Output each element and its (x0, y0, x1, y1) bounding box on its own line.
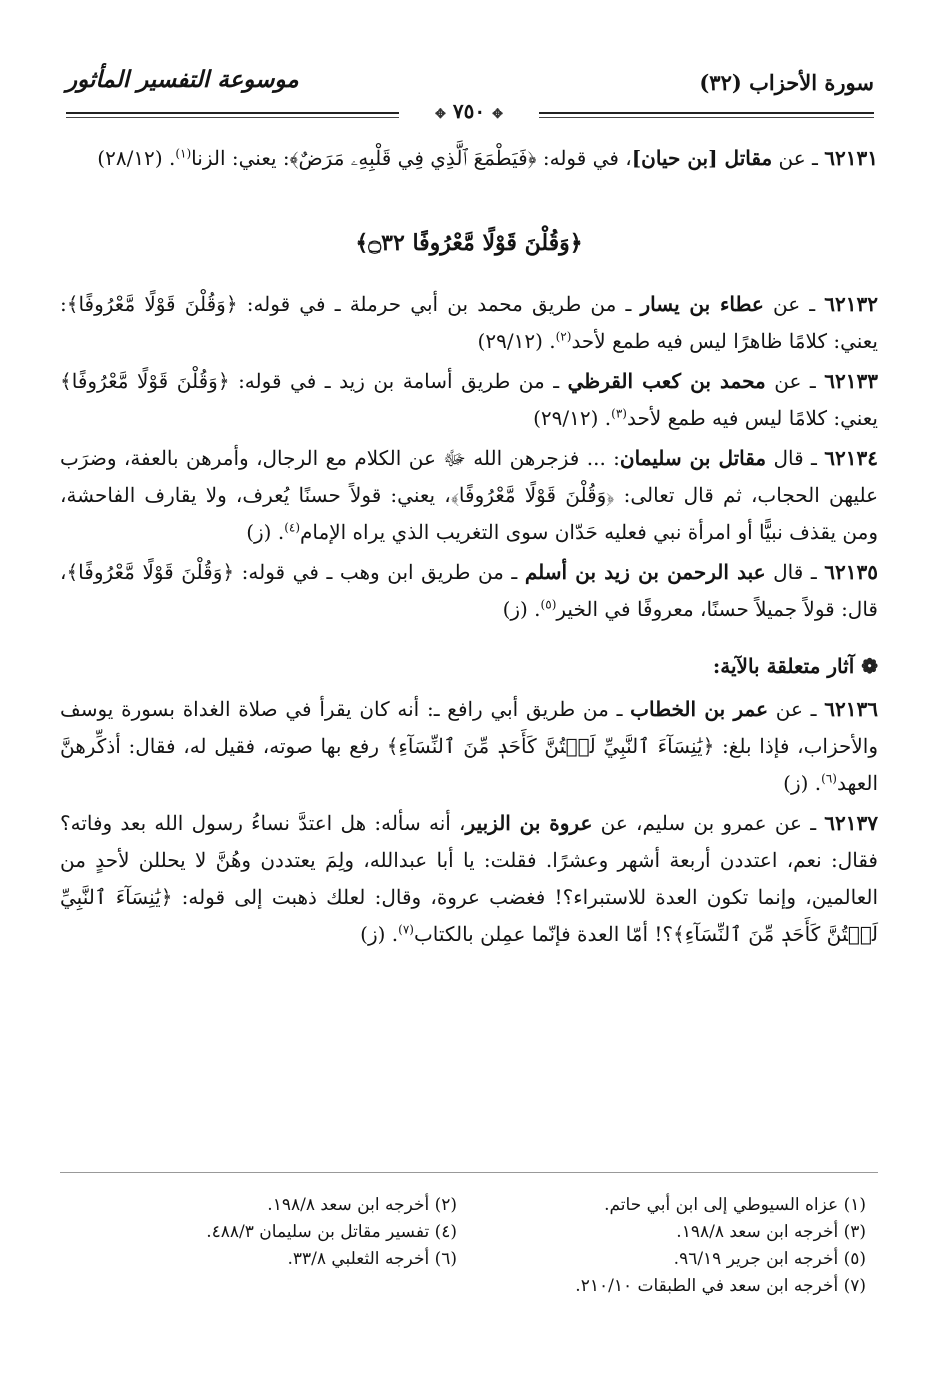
narrator-name: عروة بن الزبير (465, 811, 593, 835)
section-title: آثار متعلقة بالآية: (712, 654, 862, 678)
entry-number: ٦٢١٣٦ (824, 697, 878, 721)
entry-prefix: ـ عن (765, 369, 825, 393)
entry-text: ـ من طريق أبي رافع ـ: أنه كان يقرأ في صلاة الغداة بسورة يوسف والأحزاب، فإذا بلغ: ﴿يَٰنِسَآءَ ٱلنَّبِيِّ لَسۡتُنَّ كَأَحَدٖ مِّنَ ٱلنِّسَآءِ﴾ رفع بها صوته، فقيل له، فقال: أذكِّرهنَّ العهد (60, 697, 878, 795)
entry-text: ، في قوله: ﴿فَيَطْمَعَ ٱلَّذِي فِي قَلْبِهِۦ مَرَضٌ﴾: يعني: الزنا (191, 146, 632, 170)
flower-icon: ❁ (861, 654, 878, 678)
narrator-name: عمر بن الخطاب (630, 697, 769, 721)
entry-text: ـ من طريق أسامة بن زيد ـ في قوله: ﴿وَقُلْنَ قَوْلًا مَّعْرُوفًا﴾ يعني: كلامًا ليس فيه طمع لأحد (60, 369, 878, 430)
footnote-ref[interactable]: (٤) (284, 520, 301, 535)
entry-prefix: ـ عن عمرو بن سليم، عن (592, 811, 825, 835)
entry-text: ـ من طريق محمد بن أبي حرملة ـ في قوله: ﴿وَقُلْنَ قَوْلًا مَّعْرُوفًا﴾: يعني: كلامًا ظاهرًا ليس فيه طمع لأحد (60, 292, 878, 353)
ayah-heading: ﴿وَقُلْنَ قَوْلًا مَّعْرُوفًا ۝٣٢﴾ (355, 230, 583, 256)
footnote: (٢) أخرجه ابن سعد ١٩٨/٨. (267, 1195, 457, 1215)
footnote-ref[interactable]: (٥) (540, 597, 557, 612)
athar-entry (60, 805, 878, 953)
footnote-ref[interactable]: (٧) (398, 922, 414, 937)
entry-number: ٦٢١٣٥ (824, 560, 878, 584)
entry-ref: . (٢٩/١٢) (533, 406, 612, 430)
page-header (66, 64, 874, 104)
page-number (399, 99, 539, 129)
athar-entry (60, 363, 878, 437)
footnotes-divider (60, 1172, 878, 1173)
surah-header: سورة الأحزاب (٣٢) (699, 70, 874, 95)
athar-entry (60, 554, 878, 628)
athar-entry (60, 140, 878, 177)
athar-entry (60, 286, 878, 360)
entry-number: ٦٢١٣٢ (824, 292, 879, 316)
footnote: (١) عزاه السيوطي إلى ابن أبي حاتم. (604, 1195, 866, 1215)
footnote: (٦) أخرجه الثعلبي ٣٣/٨. (287, 1249, 457, 1269)
athar-entry (60, 440, 878, 551)
footnote: (٥) أخرجه ابن جرير ٩٦/١٩. (673, 1249, 866, 1269)
entry-prefix: ـ عن (763, 292, 825, 316)
footnote-ref[interactable]: (٢) (555, 329, 572, 344)
entry-text: : ... فزجرهن الله ﷻ عن الكلام مع الرجال، وأمرهن بالعفة، وضرَب عليهن الحجاب، ثم قال تعالى: ﴿وَقُلْنَ قَوْلًا مَّعْرُوفًا﴾، يعني: قولاً حسنًا يُعرف، ولا يقارف الفاحشة، ومن يقذف نبيًّا أو امرأة نبي فعليه حَدّان سوى التغريب الذي يراه الإمام (60, 446, 878, 544)
section-heading (60, 648, 878, 685)
entry-number: ٦٢١٣٧ (824, 811, 879, 835)
footnote: (٤) تفسير مقاتل بن سليمان ٤٨٨/٣. (206, 1222, 457, 1242)
entry-ref: . (٢٩/١٢) (477, 329, 556, 353)
narrator-name: عبد الرحمن بن زيد بن أسلم (524, 560, 766, 584)
entry-prefix: ـ قال (765, 560, 825, 584)
narrator-name: مقاتل بن سليمان (619, 446, 767, 470)
entry-ref: . (٢٨/١٢) (97, 146, 176, 170)
page-body (60, 140, 878, 956)
entry-prefix: ـ قال (766, 446, 825, 470)
entry-ref: . (ز) (246, 520, 285, 544)
footnote: (٧) أخرجه ابن سعد في الطبقات ٢١٠/١٠. (575, 1276, 866, 1296)
book-title-header: موسوعة التفسير المأثور (66, 66, 299, 93)
entry-ref: . (ز) (783, 771, 822, 795)
entry-ref: . (ز) (502, 597, 541, 621)
entry-prefix: ـ عن (768, 697, 825, 721)
entry-number: ٦٢١٣٣ (824, 369, 878, 393)
narrator-name: محمد بن كعب القرظي (567, 369, 766, 393)
entry-text: ، أنه سأله: هل اعتدَّ نساءُ رسول الله بعد وفاته؟ فقال: نعم، اعتددن أربعة أشهر وعشرًا. فقلت: يا أبا عبدالله، ولِمَ يعتددن وهُنَّ لا يحللن لأحدٍ من العالمين، وإنما تكون العدة للاستبراء؟! فغضب عروة، وقال: لعلك ذهبت إلى قوله: ﴿يَٰنِسَآءَ ٱلنَّبِيِّ لَسۡتُنَّ كَأَحَدٖ مِّنَ ٱلنِّسَآءِ﴾؟! أمّا العدة فإنّما عمِلن بالكتاب (60, 811, 878, 946)
page-number-value: ٧٥٠ (452, 99, 486, 123)
ornament-icon: ✥ (492, 107, 503, 122)
ornament-icon: ✥ (435, 107, 446, 122)
footnotes (60, 1192, 878, 1300)
footnotes-table (60, 1192, 878, 1300)
footnote-ref[interactable]: (٣) (611, 406, 627, 421)
athar-entry (60, 691, 878, 802)
footnote-ref[interactable]: (٦) (821, 771, 837, 786)
entry-number: ٦٢١٣١ (824, 146, 878, 170)
entry-prefix: ـ عن (772, 146, 825, 170)
footnote-ref[interactable]: (١) (175, 146, 192, 161)
entry-text: ـ من طريق ابن وهب ـ في قوله: ﴿وَقُلْنَ قَوْلًا مَّعْرُوفًا﴾، قال: قولاً جميلاً حسنًا، معروفًا في الخير (60, 560, 878, 621)
footnote: (٣) أخرجه ابن سعد ١٩٨/٨. (676, 1222, 866, 1242)
entry-number: ٦٢١٣٤ (824, 446, 878, 470)
entry-ref: . (ز) (360, 922, 399, 946)
footnote-empty (60, 1273, 469, 1300)
narrator-name: مقاتل [بن حيان] (631, 146, 773, 170)
narrator-name: عطاء بن يسار (640, 292, 764, 316)
